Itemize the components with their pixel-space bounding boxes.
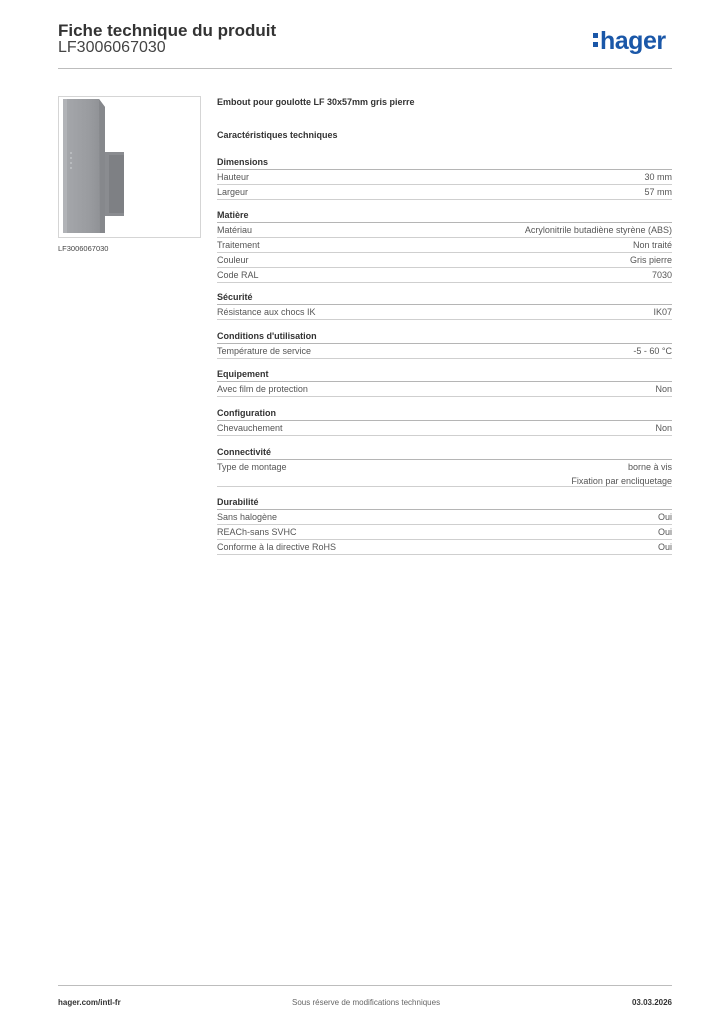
spec-value: 30 mm	[644, 172, 672, 182]
spec-label: Matériau	[217, 225, 253, 235]
spec-group-title: Sécurité	[217, 290, 672, 305]
spec-label: Couleur	[217, 255, 249, 265]
spec-group-configuration	[217, 406, 672, 436]
product-name: Embout pour goulotte LF 30x57mm gris pierre	[217, 97, 415, 107]
spec-value: borne à vis Fixation par encliquetage	[571, 462, 672, 486]
spec-group-dimensions	[217, 155, 672, 200]
spec-value: Non	[655, 384, 672, 394]
spec-row	[217, 540, 672, 555]
footer-website-link[interactable]: hager.com/intl-fr	[58, 998, 121, 1007]
footer-date: 03.03.2026	[631, 998, 672, 1007]
spec-label: Sans halogène	[217, 512, 278, 522]
spec-group-title: Equipement	[217, 367, 672, 382]
spec-label: Largeur	[217, 187, 249, 197]
spec-row	[217, 253, 672, 268]
spec-row	[217, 525, 672, 540]
spec-value: Gris pierre	[629, 255, 672, 265]
spec-group-title: Matière	[217, 208, 672, 223]
spec-group-title: Durabilité	[217, 495, 672, 510]
hager-logo	[593, 27, 666, 55]
spec-row	[217, 305, 672, 320]
spec-label: Code RAL	[217, 270, 259, 280]
spec-label: Avec film de protection	[217, 384, 308, 394]
spec-group-title: Configuration	[217, 406, 672, 421]
spec-group-matiere	[217, 208, 672, 283]
spec-label: Température de service	[217, 346, 312, 356]
spec-label: Hauteur	[217, 172, 250, 182]
spec-label: Chevauchement	[217, 423, 283, 433]
spec-row	[217, 344, 672, 359]
spec-value: Acrylonitrile butadiène styrène (ABS)	[524, 225, 672, 235]
spec-group-equipement	[217, 367, 672, 397]
spec-group-title: Connectivité	[217, 445, 672, 460]
logo-wordmark: hager	[600, 27, 666, 55]
header-divider	[58, 68, 672, 69]
spec-value: Oui	[657, 512, 672, 522]
spec-row	[217, 460, 672, 487]
spec-value: -5 - 60 °C	[633, 346, 672, 356]
spec-label: Résistance aux chocs IK	[217, 307, 316, 317]
document-title: Fiche technique du produit	[58, 21, 277, 40]
spec-row	[217, 223, 672, 238]
spec-group-title: Dimensions	[217, 155, 672, 170]
spec-value: Non	[655, 423, 672, 433]
spec-value: Oui	[657, 542, 672, 552]
spec-row	[217, 170, 672, 185]
spec-group-conditions	[217, 329, 672, 359]
spec-label: REACh-sans SVHC	[217, 527, 297, 537]
spec-value: Non traité	[632, 240, 672, 250]
logo-dots-icon	[593, 33, 598, 47]
spec-row	[217, 421, 672, 436]
spec-group-connectivite	[217, 445, 672, 487]
spec-group-securite	[217, 290, 672, 320]
spec-row	[217, 238, 672, 253]
end-cap-product-image	[59, 97, 200, 237]
spec-row	[217, 382, 672, 397]
spec-heading: Caractéristiques techniques	[217, 130, 338, 140]
spec-label: Traitement	[217, 240, 260, 250]
spec-value: 57 mm	[644, 187, 672, 197]
spec-row	[217, 268, 672, 283]
footer-divider	[58, 985, 672, 986]
spec-group-title: Conditions d'utilisation	[217, 329, 672, 344]
spec-row	[217, 185, 672, 200]
spec-value: IK07	[653, 307, 672, 317]
product-code: LF3006067030	[58, 39, 166, 56]
spec-value: Oui	[657, 527, 672, 537]
image-caption: LF3006067030	[58, 244, 109, 253]
spec-label: Conforme à la directive RoHS	[217, 542, 337, 552]
spec-row	[217, 510, 672, 525]
spec-group-durabilite	[217, 495, 672, 555]
footer-disclaimer: Sous réserve de modifications techniques	[292, 998, 441, 1007]
spec-label: Type de montage	[217, 462, 287, 472]
product-image-frame	[58, 96, 201, 238]
spec-value: 7030	[651, 270, 672, 280]
